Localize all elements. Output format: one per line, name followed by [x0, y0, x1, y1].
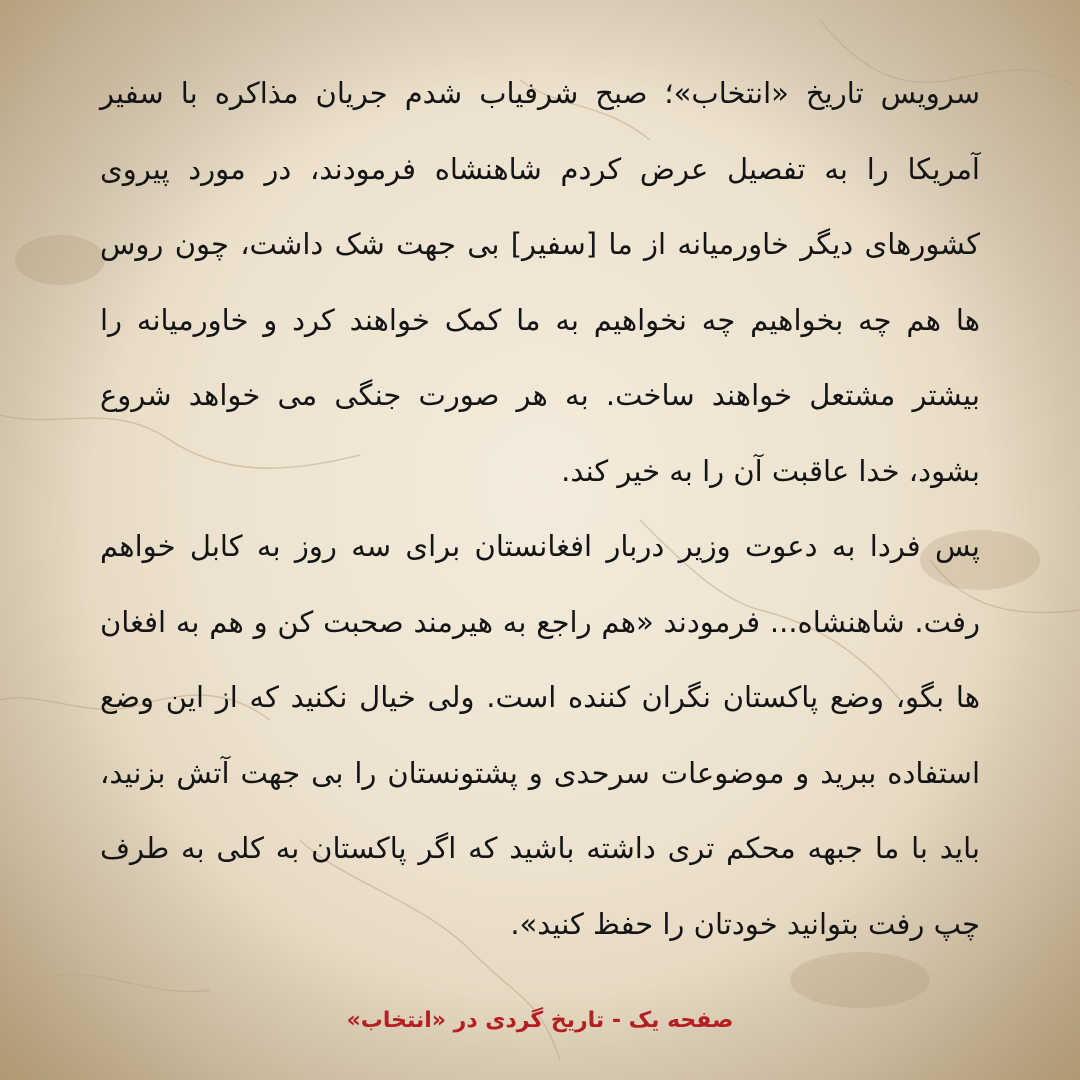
paragraph-2: پس فردا به دعوت وزیر دربار افغانستان برای سه روز به کابل خواهم رفت. شاهنشاه... فرمودند «هم راجع به هیرمند صحبت کن و هم به افغان ها بگو، وضع پاکستان نگران کننده است. ولی خیال نکنید که از این وضع استفاده ببرید و موضوعات سرحدی و پشتونستان را بی جهت آتش بزنید، باید با ما جبهه محکم تری داشته باشید که اگر پاکستان به کلی به طرف چپ رفت بتوانید خودتان را حفظ کنید».	[100, 529, 980, 941]
paragraph-1: سرویس تاریخ «انتخاب»؛ صبح شرفیاب شدم جریان مذاکره با سفیر آمریکا را به تفصیل عرض کردم شاهنشاه فرمودند، در مورد پیروی کشورهای دیگر خاورمیانه از ما [سفیر] بی جهت شک داشت، چون روس ها هم چه بخواهیم چه نخواهیم به ما کمک خواهند کرد و خاورمیانه را بیشتر مشتعل خواهند ساخت. به هر صورت جنگی می خواهد شروع بشود، خدا عاقبت آن را به خیر کند.	[100, 76, 980, 488]
article-text	[100, 56, 980, 962]
footer-caption: صفحه یک - تاریخ گردی در «انتخاب»	[346, 1008, 734, 1033]
